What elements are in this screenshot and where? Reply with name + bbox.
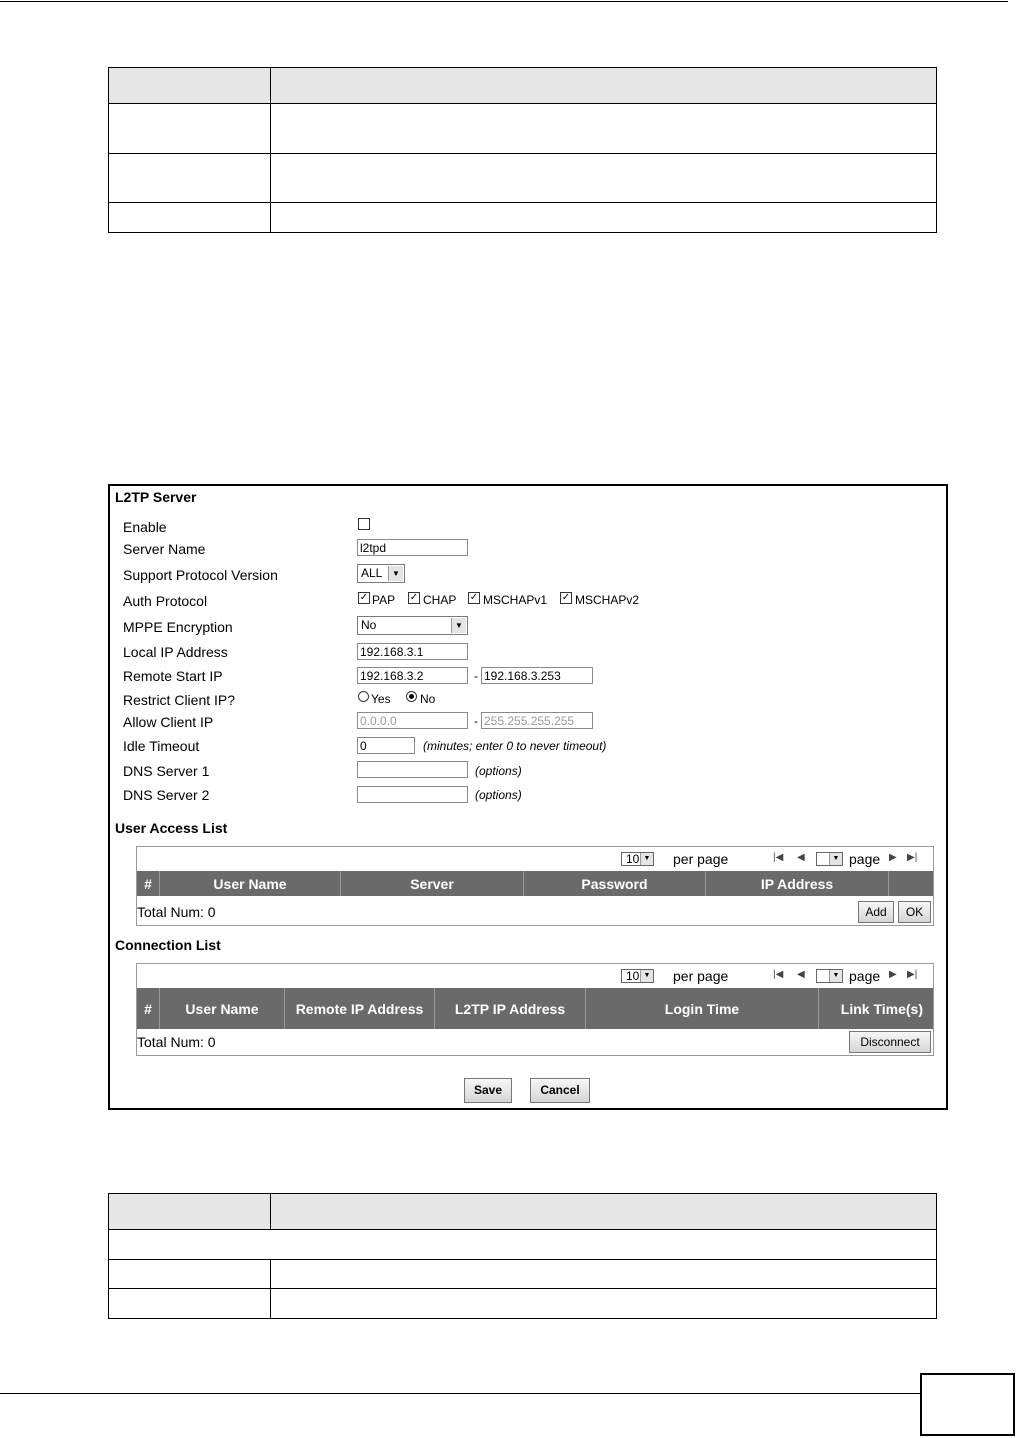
page-select[interactable] [816, 969, 843, 983]
column-header-password: Password [581, 875, 648, 892]
page-label: page [849, 968, 881, 984]
last-page-icon[interactable]: ▶| [907, 969, 918, 980]
table-cell [271, 203, 937, 233]
table-cell [109, 104, 271, 154]
idle-timeout-label: Idle Timeout [123, 738, 200, 754]
top-rule [0, 1, 1008, 2]
chevron-down-icon: ▼ [640, 970, 653, 982]
chap-checkbox[interactable]: ✓ [409, 592, 419, 603]
user-access-header [137, 871, 933, 896]
connection-header [137, 988, 933, 1029]
page-number-box [920, 1373, 1015, 1436]
allow-client-ip-start-input[interactable]: 0.0.0.0 [357, 712, 468, 729]
range-dash: - [474, 669, 478, 683]
protocol-version-value: ALL [361, 566, 383, 580]
table-cell [109, 1260, 271, 1289]
table-cell [109, 1230, 937, 1260]
per-page-value: 10 [626, 852, 640, 866]
chevron-down-icon: ▼ [829, 970, 842, 982]
range-dash: - [474, 714, 478, 728]
table-cell [271, 1289, 937, 1319]
column-header-user-name: User Name [213, 875, 287, 892]
chevron-down-icon: ▼ [640, 853, 653, 865]
column-separator [888, 871, 889, 896]
table-cell [109, 203, 271, 233]
restrict-no-label: No [420, 692, 436, 706]
first-page-icon[interactable]: |◀ [773, 852, 784, 863]
connection-list-title: Connection List [115, 937, 221, 953]
user-access-list [136, 846, 934, 926]
local-ip-input[interactable]: 192.168.3.1 [357, 643, 468, 660]
connection-total: Total Num: 0 [137, 1034, 216, 1050]
table-cell [271, 1260, 937, 1289]
chevron-down-icon: ▼ [829, 853, 842, 865]
allow-client-ip-label: Allow Client IP [123, 714, 214, 730]
restrict-client-ip-label: Restrict Client IP? [123, 692, 236, 708]
enable-label: Enable [123, 519, 167, 535]
next-page-icon[interactable]: ▶ [889, 969, 897, 980]
per-page-value: 10 [626, 969, 640, 983]
page-label: page [849, 851, 881, 867]
table-cell [271, 1194, 937, 1230]
chap-label: CHAP [423, 593, 457, 607]
page-select[interactable] [816, 852, 843, 866]
l2tp-server-panel [108, 484, 948, 1110]
per-page-select[interactable] [621, 969, 654, 983]
mschapv2-checkbox[interactable]: ✓ [561, 592, 571, 603]
column-header-number: # [144, 875, 152, 892]
column-header-user-name: User Name [185, 1000, 259, 1017]
table-cell [109, 1289, 271, 1319]
chevron-down-icon: ▼ [451, 618, 466, 633]
table-cell [109, 154, 271, 203]
column-header-remote-ip: Remote IP Address [295, 1000, 424, 1017]
table-cell [109, 68, 271, 104]
ok-button[interactable]: OK [898, 901, 931, 923]
mppe-value: No [361, 618, 377, 632]
column-header-number: # [144, 1000, 152, 1017]
enable-checkbox[interactable] [358, 518, 370, 530]
mppe-select[interactable] [357, 616, 468, 635]
dns-server-1-hint: (options) [475, 764, 522, 778]
dns-server-2-label: DNS Server 2 [123, 787, 210, 803]
top-doc-table [108, 67, 937, 233]
footer-rule [0, 1393, 920, 1394]
dns-server-2-input[interactable] [357, 786, 468, 803]
restrict-yes-label: Yes [371, 692, 391, 706]
mschapv1-label: MSCHAPv1 [483, 593, 548, 607]
add-button[interactable]: Add [858, 901, 894, 923]
per-page-select[interactable] [621, 852, 654, 866]
l2tp-server-title: L2TP Server [115, 489, 197, 505]
pap-label: PAP [372, 593, 396, 607]
dns-server-2-hint: (options) [475, 788, 522, 802]
table-cell [271, 68, 937, 104]
server-name-label: Server Name [123, 541, 206, 557]
first-page-icon[interactable]: |◀ [773, 969, 784, 980]
idle-timeout-hint: (minutes; enter 0 to never timeout) [423, 739, 607, 753]
dns-server-1-label: DNS Server 1 [123, 763, 210, 779]
user-access-total: Total Num: 0 [137, 904, 216, 920]
chevron-down-icon: ▼ [388, 566, 403, 581]
table-cell [109, 1194, 271, 1230]
user-access-list-title: User Access List [115, 820, 228, 836]
mppe-label: MPPE Encryption [123, 619, 233, 635]
auth-protocol-label: Auth Protocol [123, 593, 208, 609]
per-page-label: per page [673, 968, 729, 984]
protocol-version-label: Support Protocol Version [123, 567, 278, 583]
disconnect-button[interactable]: Disconnect [849, 1031, 931, 1053]
prev-page-icon[interactable]: ◀ [797, 969, 805, 980]
save-button[interactable]: Save [464, 1078, 512, 1103]
server-name-input[interactable]: l2tpd [357, 539, 468, 556]
remote-start-ip-input[interactable]: 192.168.3.2 [357, 667, 468, 684]
table-cell [271, 154, 937, 203]
table-cell [271, 104, 937, 154]
column-header-server: Server [410, 875, 454, 892]
mschapv2-label: MSCHAPv2 [575, 593, 640, 607]
idle-timeout-input[interactable]: 0 [357, 737, 415, 754]
bottom-doc-table [108, 1193, 937, 1319]
mschapv1-checkbox[interactable]: ✓ [469, 592, 479, 603]
column-header-l2tp-ip: L2TP IP Address [454, 1000, 566, 1017]
per-page-label: per page [673, 851, 729, 867]
cancel-button[interactable]: Cancel [530, 1078, 590, 1103]
local-ip-label: Local IP Address [123, 644, 228, 660]
column-header-ip-address: IP Address [760, 875, 834, 892]
connection-list [136, 963, 934, 1056]
restrict-no-radio[interactable] [406, 691, 417, 702]
next-page-icon[interactable]: ▶ [889, 852, 897, 863]
protocol-version-select[interactable] [357, 564, 405, 583]
remote-end-ip-input[interactable]: 192.168.3.253 [481, 667, 593, 684]
restrict-yes-radio[interactable] [358, 691, 369, 702]
prev-page-icon[interactable]: ◀ [797, 852, 805, 863]
remote-start-ip-label: Remote Start IP [123, 668, 223, 684]
allow-client-ip-end-input[interactable]: 255.255.255.255 [481, 712, 593, 729]
column-header-link-time: Link Time(s) [840, 1000, 923, 1017]
dns-server-1-input[interactable] [357, 761, 468, 778]
last-page-icon[interactable]: ▶| [907, 852, 918, 863]
column-header-login-time: Login Time [664, 1000, 740, 1017]
pap-checkbox[interactable]: ✓ [359, 592, 369, 603]
